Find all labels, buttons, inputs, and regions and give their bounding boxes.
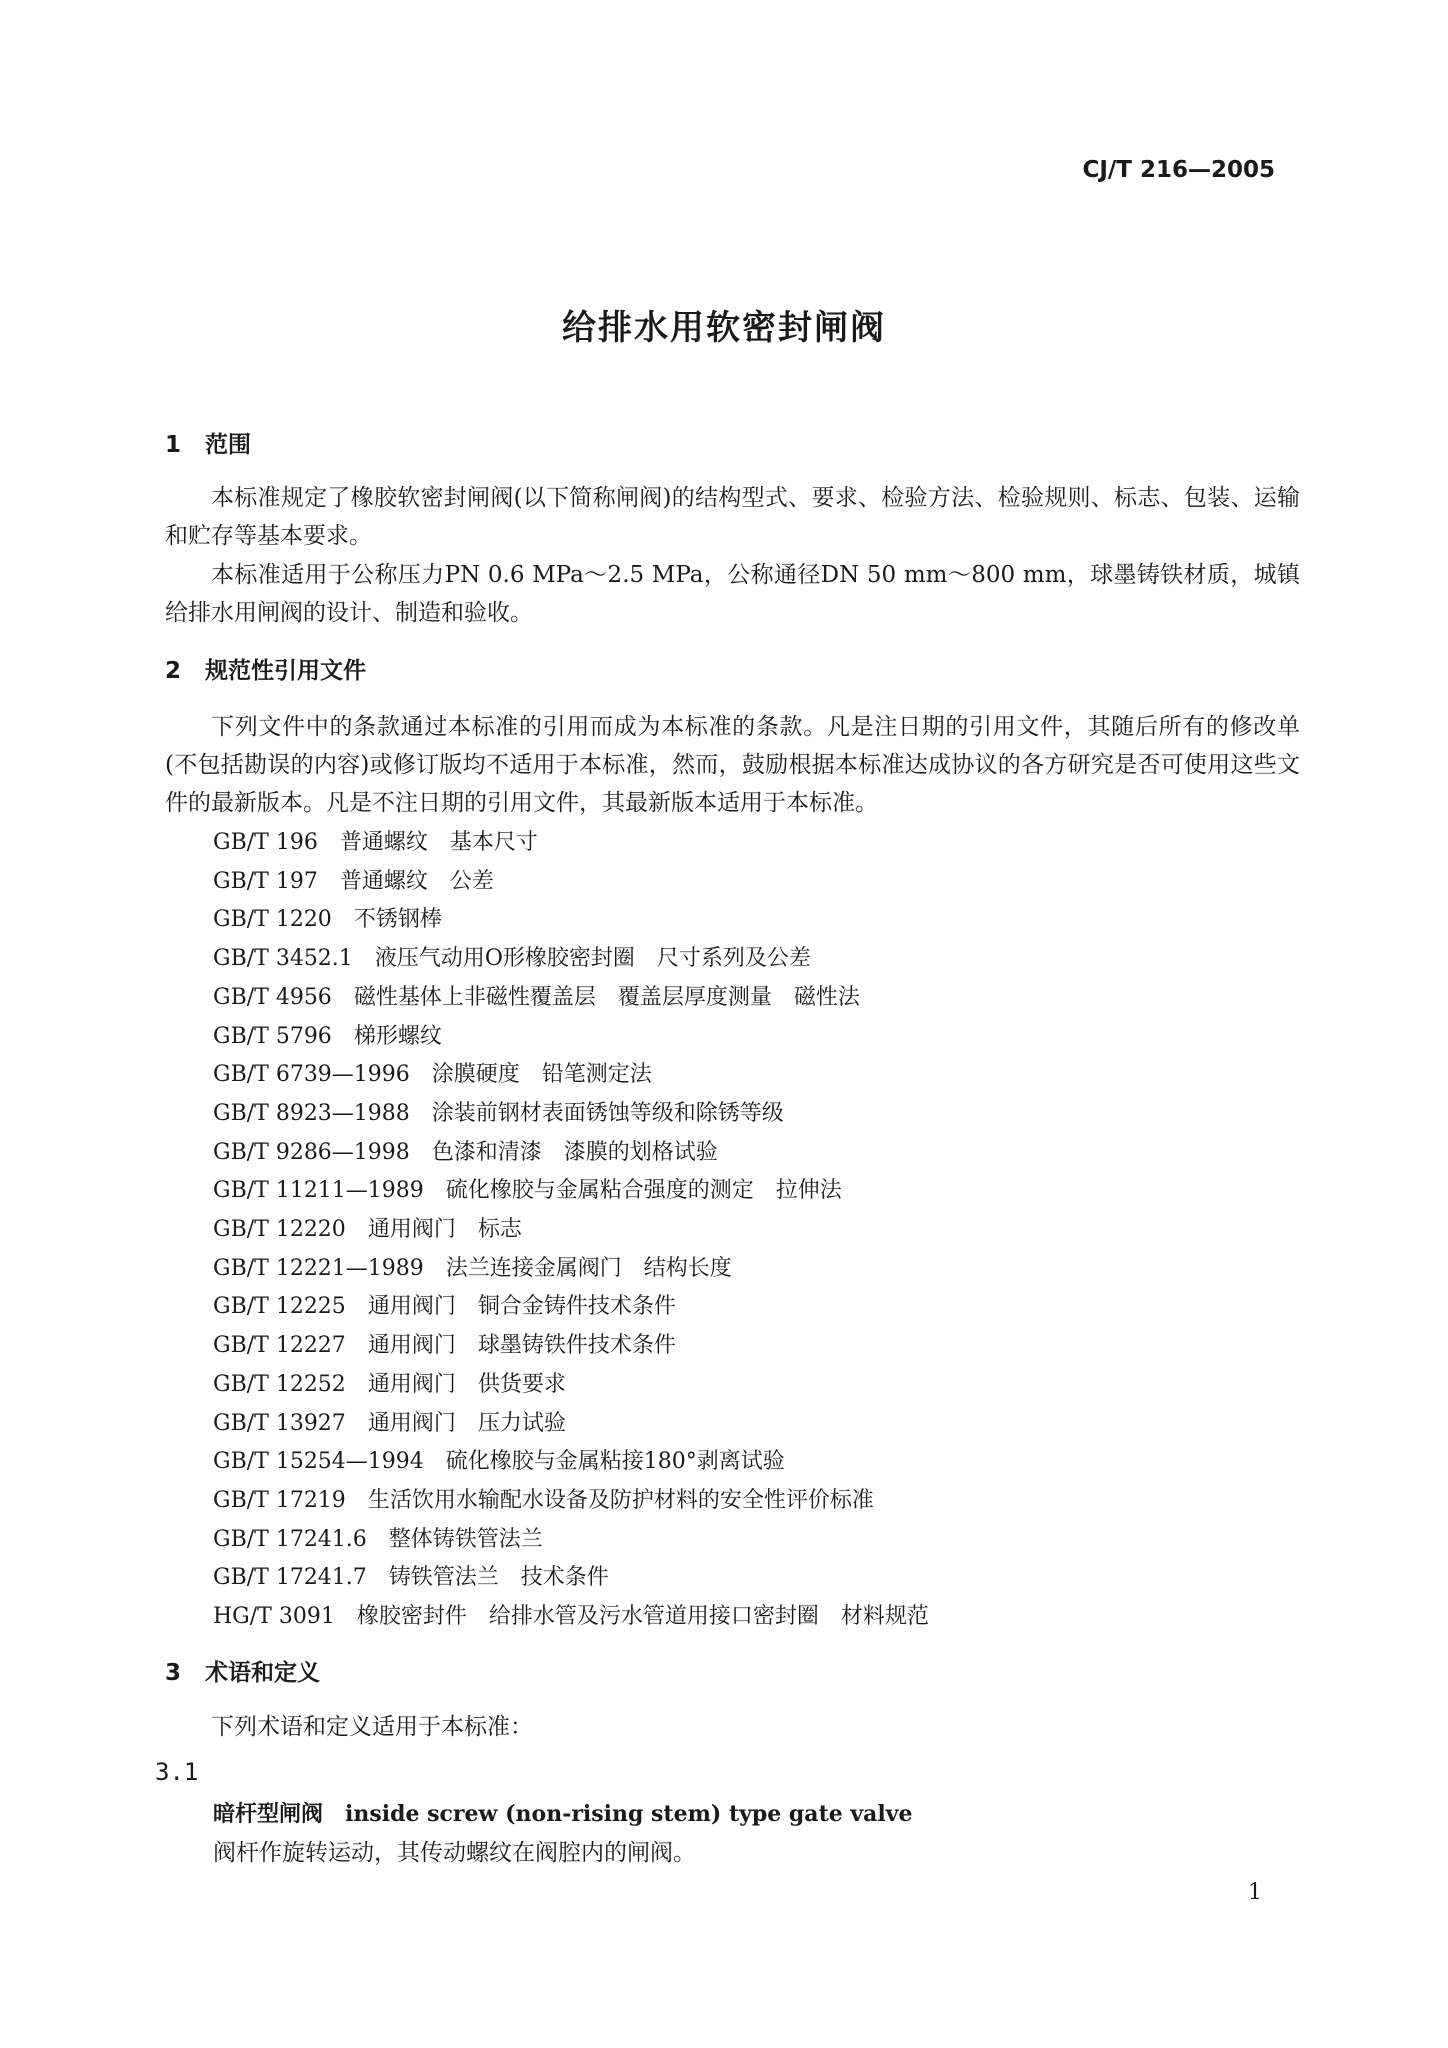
reference-title: 磁性基体上非磁性覆盖层 覆盖层厚度测量 磁性法 (353, 984, 860, 1010)
reference-item (213, 1327, 929, 1366)
reference-item (213, 1018, 929, 1057)
reference-title: 硫化橡胶与金属粘接180°剥离试验 (445, 1449, 785, 1475)
reference-title: 涂装前钢材表面锈蚀等级和除锈等级 (431, 1100, 784, 1126)
reference-code: GB/T 12220 (213, 1217, 346, 1243)
reference-item (213, 1211, 929, 1250)
reference-item (213, 1405, 929, 1444)
section-title: 术语和定义 (205, 1660, 320, 1686)
reference-item (213, 1482, 929, 1521)
reference-title: 通用阀门 压力试验 (367, 1410, 566, 1436)
reference-item (213, 1288, 929, 1327)
reference-title: 法兰连接金属阀门 结构长度 (445, 1255, 732, 1281)
reference-item (213, 1598, 929, 1637)
reference-title: 普通螺纹 基本尺寸 (339, 830, 538, 855)
reference-code: GB/T 8923—1988 (213, 1100, 410, 1126)
section-3-heading (165, 1654, 320, 1687)
reference-title: 色漆和清漆 漆膜的划格试验 (431, 1139, 718, 1165)
term-heading (213, 1797, 913, 1828)
reference-item (213, 1366, 929, 1405)
reference-title: 整体铸铁管法兰 (388, 1526, 543, 1552)
reference-title: 液压气动用O形橡胶密封圈 尺寸系列及公差 (374, 946, 811, 972)
section-1-paragraph-1: 本标准规定了橡胶软密封闸阀(以下简称闸阀)的结构型式、要求、检验方法、检验规则、标志、包装、运输和贮存等基本要求。 (165, 485, 1300, 549)
reference-code: GB/T 12221—1989 (213, 1255, 424, 1281)
reference-title: 通用阀门 球墨铸铁件技术条件 (367, 1333, 676, 1359)
reference-item (213, 1521, 929, 1560)
reference-item (213, 901, 929, 940)
reference-title: 生活饮用水输配水设备及防护材料的安全性评价标准 (367, 1487, 874, 1513)
reference-item (213, 824, 929, 863)
reference-item (213, 1250, 929, 1289)
reference-code: HG/T 3091 (213, 1604, 335, 1630)
reference-title: 梯形螺纹 (353, 1023, 442, 1049)
reference-title: 通用阀门 铜合金铸件技术条件 (367, 1294, 676, 1320)
reference-code: GB/T 12225 (213, 1294, 346, 1320)
reference-code: GB/T 3452.1 (213, 946, 353, 972)
standard-code: CJ/T 216—2005 (1082, 157, 1275, 183)
reference-title: 通用阀门 供货要求 (367, 1371, 566, 1397)
reference-item (213, 1134, 929, 1173)
term-chinese: 暗杆型闸阀 (213, 1802, 324, 1827)
normative-references-list (213, 824, 929, 1637)
reference-item (213, 979, 929, 1018)
reference-title: 橡胶密封件 给排水管及污水管道用接口密封圈 材料规范 (356, 1604, 929, 1630)
section-3-intro: 下列术语和定义适用于本标准： (211, 1714, 533, 1740)
reference-title: 铸铁管法兰 技术条件 (388, 1565, 609, 1591)
reference-item (213, 940, 929, 979)
reference-code: GB/T 13927 (213, 1410, 346, 1436)
term-english: inside screw (non-rising stem) type gate valve (345, 1801, 913, 1827)
reference-code: GB/T 4956 (213, 984, 332, 1010)
section-2-intro: 下列文件中的条款通过本标准的引用而成为本标准的条款。凡是注日期的引用文件，其随后所有的修改单(不包括勘误的内容)或修订版均不适用于本标准，然而，鼓励根据本标准达成协议的各方研究是否可使用这些文件的最新版本。凡是不注日期的引用文件，其最新版本适用于本标准。 (165, 714, 1300, 816)
reference-item (213, 1172, 929, 1211)
reference-code: GB/T 1220 (213, 907, 332, 933)
section-title: 范围 (205, 432, 251, 458)
reference-item (213, 1095, 929, 1134)
section-2-heading (165, 652, 366, 685)
reference-item (213, 1559, 929, 1598)
section-1-heading (165, 426, 251, 459)
reference-code: GB/T 5796 (213, 1023, 332, 1049)
section-number: 2 (165, 658, 182, 684)
reference-title: 不锈钢棒 (353, 907, 442, 933)
reference-code: GB/T 6739—1996 (213, 1062, 410, 1088)
reference-code: GB/T 12227 (213, 1333, 346, 1359)
page-number: 1 (1248, 1880, 1262, 1905)
reference-title: 普通螺纹 公差 (339, 868, 494, 894)
reference-title: 硫化橡胶与金属粘合强度的测定 拉伸法 (445, 1178, 842, 1204)
section-number: 1 (165, 432, 182, 458)
section-title: 规范性引用文件 (205, 658, 366, 684)
section-number: 3 (165, 1660, 182, 1686)
reference-code: GB/T 197 (213, 868, 318, 894)
reference-item (213, 1443, 929, 1482)
reference-code: GB/T 15254—1994 (213, 1449, 424, 1475)
term-definition: 阀杆作旋转运动，其传动螺纹在阀腔内的闸阀。 (213, 1840, 696, 1866)
reference-code: GB/T 17241.6 (213, 1526, 367, 1552)
section-1-paragraph-2: 本标准适用于公称压力PN 0.6 MPa～2.5 MPa，公称通径DN 50 mm～800 mm，球墨铸铁材质，城镇给排水用闸阀的设计、制造和验收。 (165, 562, 1300, 626)
reference-code: GB/T 9286—1998 (213, 1139, 410, 1165)
reference-code: GB/T 12252 (213, 1371, 346, 1397)
reference-code: GB/T 17241.7 (213, 1565, 367, 1591)
reference-title: 涂膜硬度 铅笔测定法 (431, 1062, 652, 1088)
reference-code: GB/T 196 (213, 830, 318, 855)
reference-item (213, 1056, 929, 1095)
clause-number: 3.1 (155, 1758, 199, 1786)
reference-item (213, 863, 929, 902)
reference-title: 通用阀门 标志 (367, 1217, 522, 1243)
document-title: 给排水用软密封闸阀 (562, 308, 886, 348)
reference-code: GB/T 17219 (213, 1487, 346, 1513)
reference-code: GB/T 11211—1989 (213, 1178, 424, 1204)
